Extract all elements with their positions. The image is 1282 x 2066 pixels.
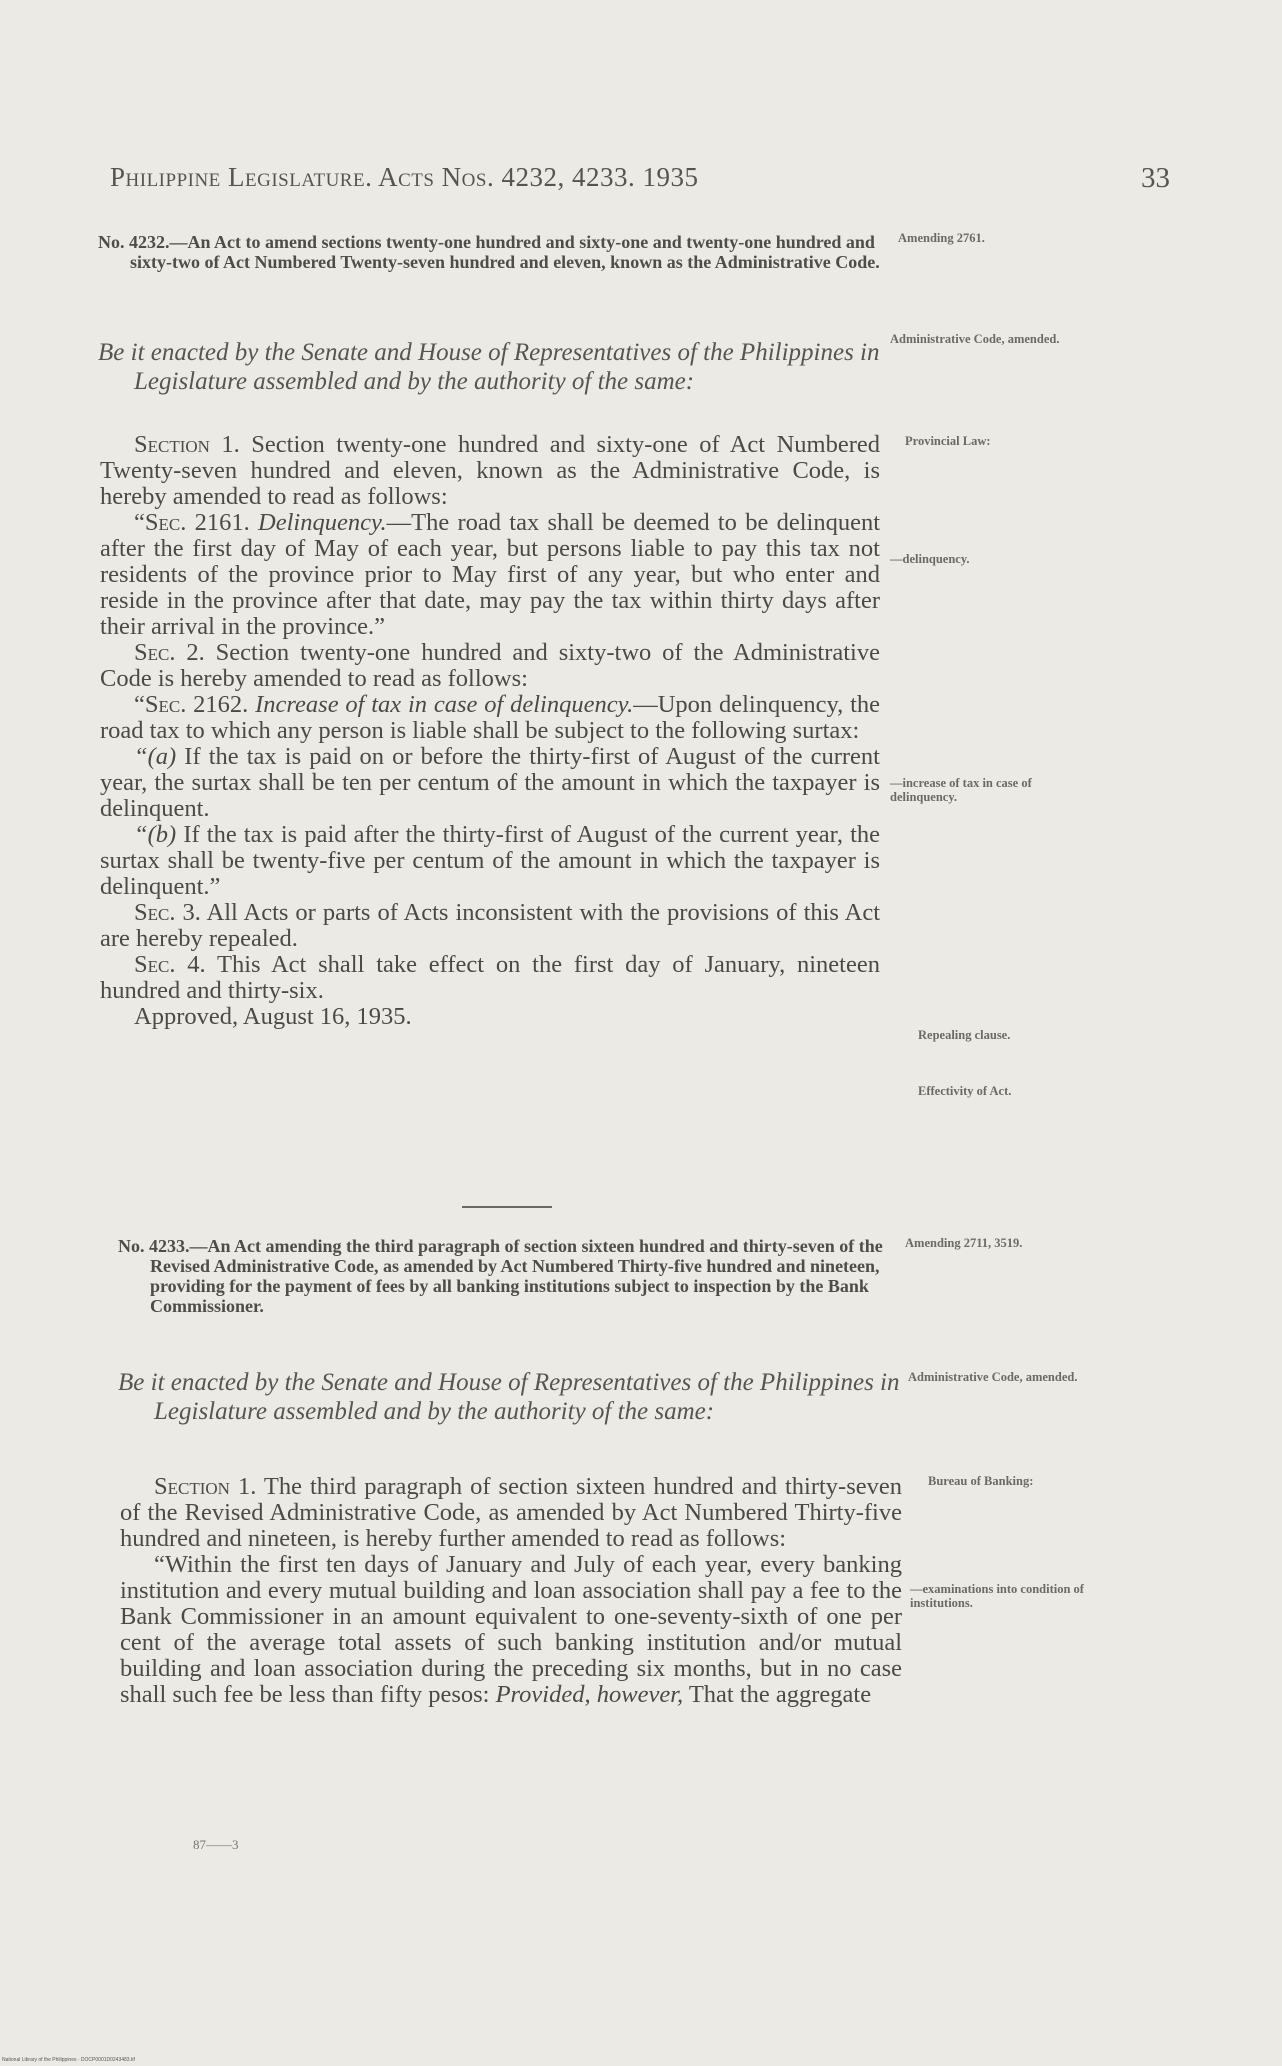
running-head: Philippine Legislature. Acts Nos. 4232, 4233. 1935 (110, 162, 699, 192)
margin-note-repealing: Repealing clause. (918, 1028, 1011, 1042)
page-number: 33 (1141, 162, 1170, 194)
act-4232-section-2 (100, 640, 880, 692)
section-text: This Act shall take effect on the first day of January, nineteen hundred and thirty-six. (100, 951, 880, 1004)
margin-note-amending-4233: Amending 2711, 3519. (905, 1236, 1023, 1250)
act-4233-section-1 (120, 1474, 902, 1552)
section-text: —The road tax shall be deemed to be delinquent after the first day of May of each year, but persons liable to pay this tax not residents of the province prior to May first of any year, but who enter and reside in the province after that date, may pay the tax within thirty days after their arrival in the province.” (100, 509, 881, 640)
section-text: Section twenty-one hundred and sixty-two of the Administrative Code is hereby amended to read as follows: (100, 639, 880, 692)
section-label: Sec. 4. (134, 951, 206, 978)
act-4233-enacting-clause: Be it enacted by the Senate and House of Representatives of the Philippines in Legislature assembled and by the authority of the same: (118, 1369, 900, 1425)
act-4232-title-text: —An Act to amend sections twenty-one hundred and sixty-one and twenty-one hundred and sixty-two of Act Numbered Twenty-seven hundred and eleven, known as the Administrative Code. (130, 232, 880, 272)
approved-line: Approved, August 16, 1935. (134, 1003, 412, 1030)
section-label: “Sec. 2161. (134, 509, 250, 536)
section-text: All Acts or parts of Acts inconsistent with the provisions of this Act are hereby repealed. (100, 899, 880, 952)
quote-text: “Within the first ten days of January and July of each year, every banking institution and every mutual building and loan association shall pay a fee to the Bank Commissioner in an amount equivalent to one-seventy-sixth of one per cent of the average total assets of such banking institution and/or mutual building and loan association during the preceding six months, but in no case shall such fee be less than fifty pesos: (120, 1551, 902, 1708)
margin-note-increase: —increase of tax in case of delinquency. (890, 776, 1032, 804)
page-header (110, 162, 1170, 202)
act-4232-section-3 (100, 900, 880, 952)
margin-note-amending: Amending 2761. (898, 231, 985, 245)
margin-note-provincial-law: Provincial Law: (905, 434, 991, 448)
section-text: The third paragraph of section sixteen hundred and thirty-seven of the Revised Administrative Code, as amended by Act Numbered Thirty-five hundred and nineteen, is hereby further amended to read as follows: (120, 1473, 902, 1552)
margin-note-examinations: —examinations into condition of institutions. (910, 1582, 1084, 1610)
act-4233-quote (120, 1552, 902, 1708)
section-label: Sec. 3. (134, 899, 201, 926)
act-4232-number: No. 4232. (98, 232, 170, 252)
paragraph-text: If the tax is paid on or before the thirty-first of August of the current year, the surtax shall be ten per centum of the amount in which the taxpayer is delinquent. (100, 743, 880, 822)
act-4233-title (118, 1236, 928, 1316)
signature-mark: 87——3 (193, 1837, 239, 1852)
paragraph-label: “(a) (134, 743, 177, 770)
sec-2162 (100, 692, 880, 744)
act-4232-body (100, 432, 880, 1030)
section-label: Section 1. (154, 1473, 257, 1500)
section-heading: Delinquency. (258, 509, 387, 536)
section-heading: Increase of tax in case of delinquency. (255, 691, 634, 718)
paragraph-b (100, 822, 880, 900)
footer-credit: National Library of the Philippines · DOCP0001D0243483.tif (2, 2057, 135, 2063)
section-text: Section twenty-one hundred and sixty-one of Act Numbered Twenty-seven hundred and eleven, known as the Administrative Code, is hereby amended to read as follows: (100, 431, 880, 510)
act-4233-title-text: —An Act amending the third paragraph of section sixteen hundred and thirty-seven of the Revised Administrative Code, as amended by Act Numbered Thirty-five hundred and nineteen, providing for the payment of fees by all banking institutions subject to inspection by the Bank Commissioner. (150, 1236, 883, 1316)
margin-note-bureau: Bureau of Banking: (928, 1474, 1034, 1488)
paragraph-a (100, 744, 880, 822)
proviso: Provided, however, (495, 1681, 684, 1708)
section-label: “Sec. 2162. (134, 691, 249, 718)
act-4232-section-1 (100, 432, 880, 510)
act-4232-title (98, 232, 908, 272)
section-label: Sec. 2. (134, 639, 205, 666)
quote-tail: That the aggregate (683, 1681, 872, 1708)
act-4232-section-4 (100, 952, 880, 1004)
paragraph-label: “(b) (134, 821, 177, 848)
margin-note-admin-code-4233: Administrative Code, amended. (908, 1370, 1078, 1384)
act-4233-body (120, 1474, 902, 1708)
margin-note-admin-code: Administrative Code, amended. (890, 332, 1060, 346)
sec-2161 (100, 510, 880, 640)
section-divider (462, 1206, 552, 1208)
section-label: Section 1. (134, 431, 240, 458)
act-4233-number: No. 4233. (118, 1236, 190, 1256)
paragraph-text: If the tax is paid after the thirty-first of August of the current year, the surtax shall be twenty-five per centum of the amount in which the taxpayer is delinquent.” (100, 821, 880, 900)
margin-note-effectivity: Effectivity of Act. (918, 1084, 1012, 1098)
margin-note-delinquency: —delinquency. (890, 552, 970, 566)
section-text: —Upon delinquency, the road tax to which any person is liable shall be subject to the following surtax: (100, 691, 881, 744)
act-4232-enacting-clause: Be it enacted by the Senate and House of Representatives of the Philippines in Legislature assembled and by the authority of the same: (98, 339, 880, 395)
